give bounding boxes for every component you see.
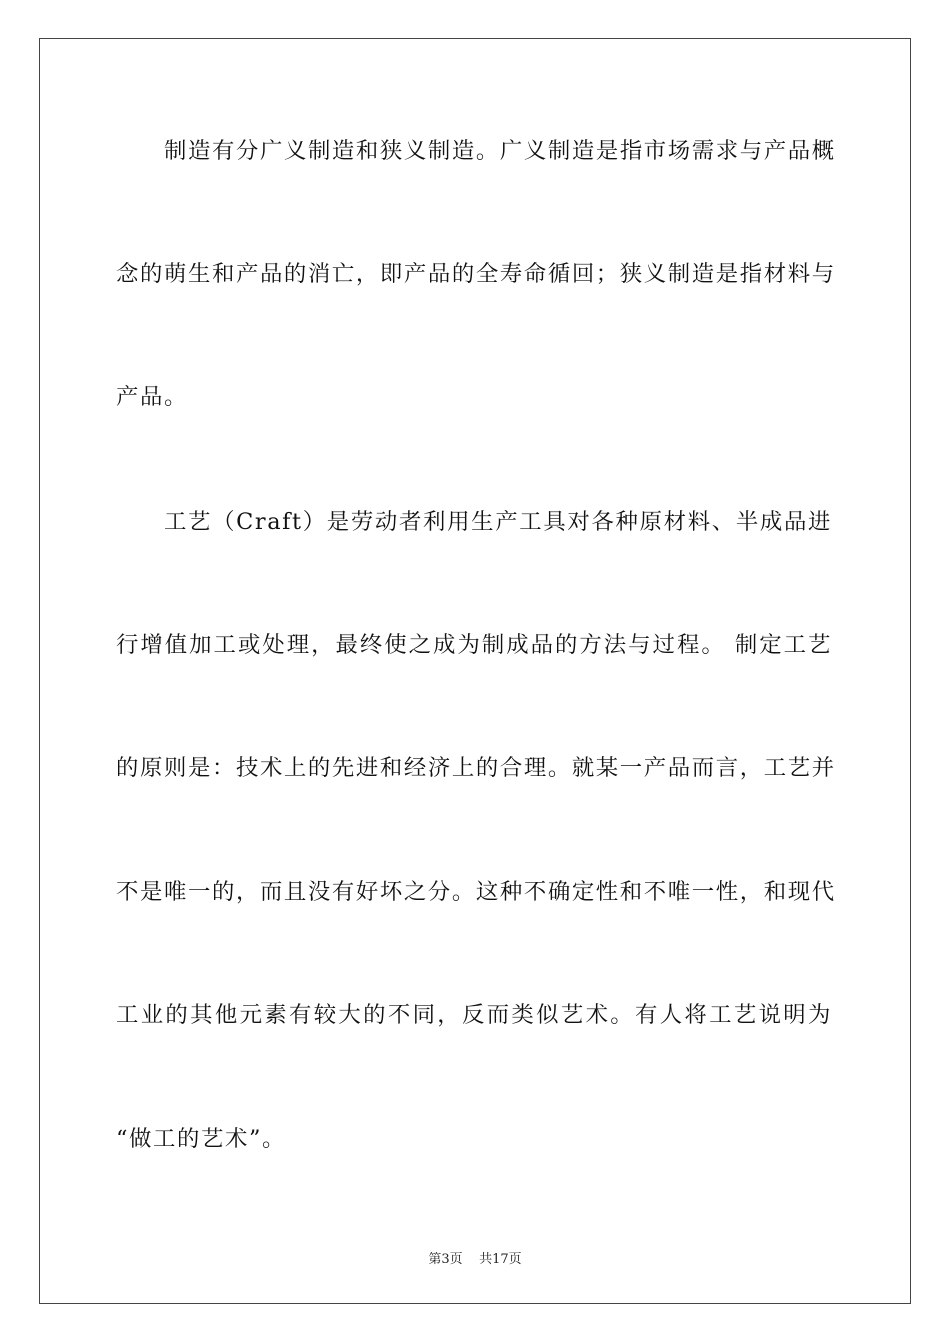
paragraph-2-line-3: 的原则是：技术上的先进和经济上的合理。就某一产品而言，工艺并 [116,755,836,781]
paragraph-1-line-2: 念的萌生和产品的消亡，即产品的全寿命循回；狭义制造是指材料与 [116,261,836,287]
paragraph-2-line-2: 行增值加工或处理，最终使之成为制成品的方法与过程。 制定工艺 [116,632,832,658]
page-frame [39,38,911,1304]
paragraph-1-line-3: 产品。 [116,384,188,410]
paragraph-2-line-6: “做工的艺术”。 [116,1126,287,1152]
paragraph-1-line-1: 制造有分广义制造和狭义制造。广义制造是指市场需求与产品概 [164,138,836,164]
paragraph-2-line-1: 工艺（Craft）是劳动者利用生产工具对各种原材料、半成品进 [164,509,832,535]
paragraph-2-line-5: 工业的其他元素有较大的不同，反而类似艺术。有人将工艺说明为 [116,1002,832,1028]
page-number-footer: 第3页 共17页 [428,1252,522,1267]
paragraph-2-line-4: 不是唯一的，而且没有好坏之分。这种不确定性和不唯一性，和现代 [116,879,836,905]
